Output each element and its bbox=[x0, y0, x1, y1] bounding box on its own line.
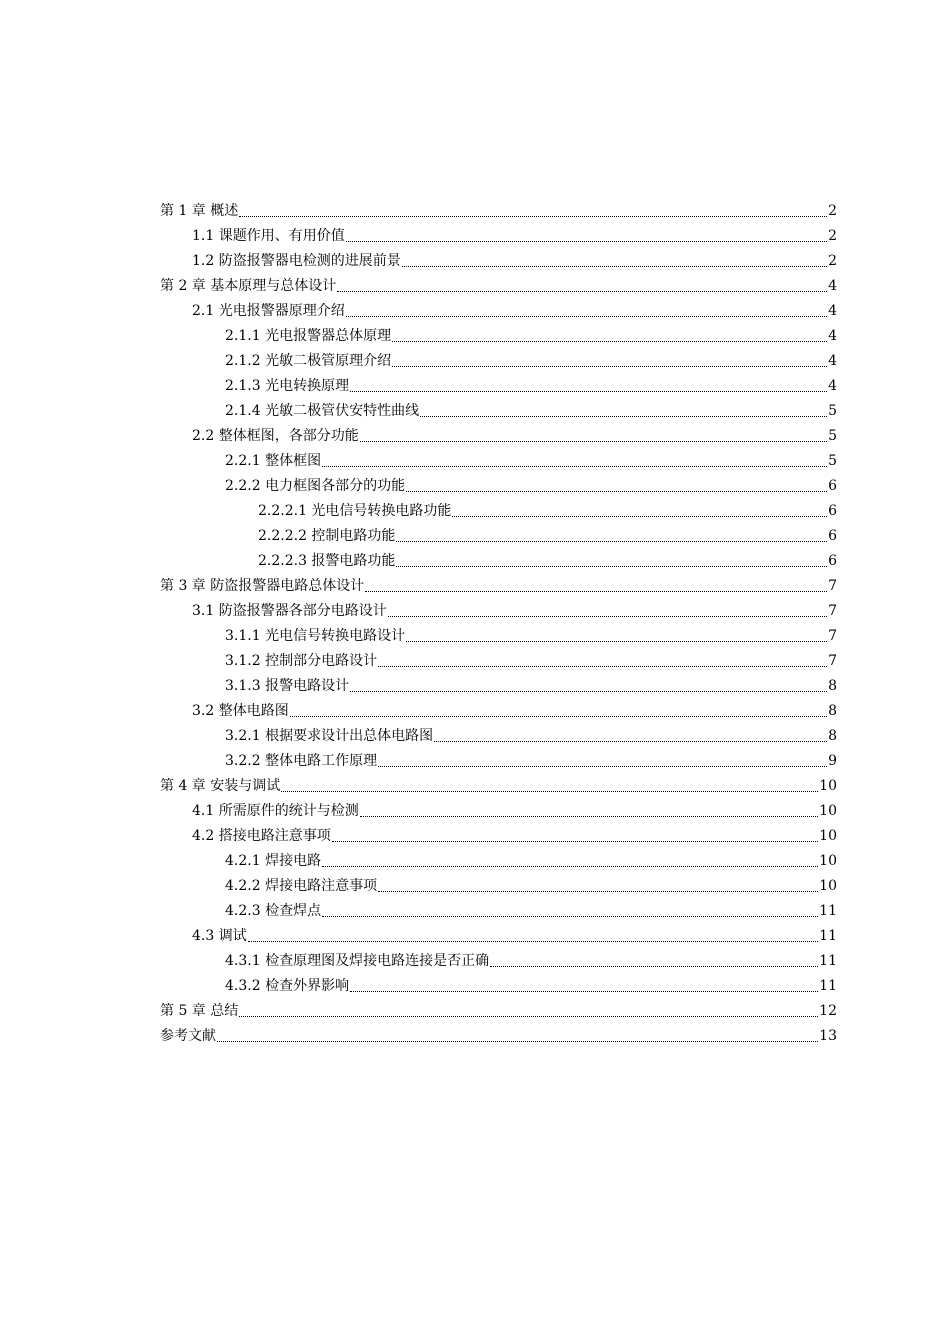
toc-dot-leader bbox=[396, 541, 827, 542]
toc-entry[interactable] bbox=[160, 520, 837, 545]
toc-entry[interactable] bbox=[160, 220, 837, 245]
toc-entry-page: 2 bbox=[828, 228, 837, 244]
toc-dot-leader bbox=[332, 841, 818, 842]
toc-entry-title: 2.1.1 光电报警器总体原理 bbox=[225, 328, 392, 344]
toc-dot-leader bbox=[360, 441, 827, 442]
toc-entry-page: 6 bbox=[828, 528, 837, 544]
toc-dot-leader bbox=[452, 516, 827, 517]
toc-entry-title: 2.2.2.1 光电信号转换电路功能 bbox=[258, 503, 452, 519]
toc-entry[interactable] bbox=[160, 920, 837, 945]
toc-entry-title: 1.2 防盗报警器电检测的进展前景 bbox=[192, 253, 401, 269]
toc-entry[interactable] bbox=[160, 195, 837, 220]
toc-dot-leader bbox=[378, 666, 827, 667]
toc-entry-page: 11 bbox=[819, 978, 837, 994]
toc-entry[interactable] bbox=[160, 370, 837, 395]
toc-dot-leader bbox=[365, 591, 827, 592]
toc-dot-leader bbox=[388, 616, 827, 617]
toc-entry[interactable] bbox=[160, 745, 837, 770]
toc-entry-page: 4 bbox=[828, 353, 837, 369]
toc-entry[interactable] bbox=[160, 495, 837, 520]
toc-entry-page: 7 bbox=[828, 603, 837, 619]
toc-dot-leader bbox=[350, 691, 827, 692]
toc-dot-leader bbox=[239, 216, 827, 217]
toc-entry-title: 3.1.1 光电信号转换电路设计 bbox=[225, 628, 406, 644]
toc-entry-page: 5 bbox=[828, 453, 837, 469]
toc-entry-page: 13 bbox=[819, 1028, 837, 1044]
toc-dot-leader bbox=[406, 641, 827, 642]
toc-entry-title: 4.2.2 焊接电路注意事项 bbox=[225, 878, 378, 894]
toc-entry-title: 3.1.2 控制部分电路设计 bbox=[225, 653, 378, 669]
toc-entry-page: 7 bbox=[828, 628, 837, 644]
toc-entry[interactable] bbox=[160, 720, 837, 745]
toc-dot-leader bbox=[434, 741, 827, 742]
toc-entry[interactable] bbox=[160, 320, 837, 345]
toc-dot-leader bbox=[248, 941, 818, 942]
toc-entry[interactable] bbox=[160, 1020, 837, 1045]
toc-entry[interactable] bbox=[160, 395, 837, 420]
toc-dot-leader bbox=[239, 1016, 818, 1017]
toc-entry-page: 10 bbox=[819, 853, 837, 869]
toc-entry[interactable] bbox=[160, 345, 837, 370]
toc-dot-leader bbox=[217, 1041, 818, 1042]
toc-entry-title: 2.1.4 光敏二极管伏安特性曲线 bbox=[225, 403, 420, 419]
toc-entry-title: 3.2 整体电路图 bbox=[192, 703, 289, 719]
toc-entry-page: 6 bbox=[828, 553, 837, 569]
toc-entry[interactable] bbox=[160, 295, 837, 320]
toc-dot-leader bbox=[346, 241, 827, 242]
table-of-contents bbox=[160, 195, 837, 1045]
toc-entry-page: 6 bbox=[828, 503, 837, 519]
toc-entry-page: 11 bbox=[819, 928, 837, 944]
toc-entry-page: 11 bbox=[819, 903, 837, 919]
toc-entry[interactable] bbox=[160, 795, 837, 820]
toc-dot-leader bbox=[337, 291, 827, 292]
toc-entry-page: 10 bbox=[819, 803, 837, 819]
toc-entry-page: 10 bbox=[819, 778, 837, 794]
toc-dot-leader bbox=[350, 391, 827, 392]
toc-entry-page: 12 bbox=[819, 1003, 837, 1019]
toc-entry[interactable] bbox=[160, 470, 837, 495]
toc-entry[interactable] bbox=[160, 845, 837, 870]
toc-entry-title: 4.3 调试 bbox=[192, 928, 247, 944]
toc-entry-page: 10 bbox=[819, 828, 837, 844]
toc-dot-leader bbox=[281, 791, 818, 792]
toc-entry[interactable] bbox=[160, 545, 837, 570]
toc-entry-page: 4 bbox=[828, 303, 837, 319]
toc-entry-title: 2.2.2 电力框图各部分的功能 bbox=[225, 478, 406, 494]
toc-entry[interactable] bbox=[160, 670, 837, 695]
toc-dot-leader bbox=[406, 491, 827, 492]
toc-entry-title: 第 4 章 安装与调试 bbox=[160, 778, 281, 794]
toc-entry[interactable] bbox=[160, 270, 837, 295]
toc-dot-leader bbox=[420, 416, 827, 417]
toc-entry-title: 2.1 光电报警器原理介绍 bbox=[192, 303, 345, 319]
toc-entry-title: 4.2.1 焊接电路 bbox=[225, 853, 322, 869]
toc-entry-title: 3.1.3 报警电路设计 bbox=[225, 678, 350, 694]
toc-entry[interactable] bbox=[160, 570, 837, 595]
toc-entry-page: 9 bbox=[828, 753, 837, 769]
toc-entry-title: 4.3.1 检查原理图及焊接电路连接是否正确 bbox=[225, 953, 490, 969]
toc-dot-leader bbox=[322, 916, 818, 917]
toc-dot-leader bbox=[346, 316, 827, 317]
toc-entry[interactable] bbox=[160, 645, 837, 670]
toc-dot-leader bbox=[392, 341, 827, 342]
toc-entry-title: 2.2.1 整体框图 bbox=[225, 453, 322, 469]
toc-entry-title: 第 1 章 概述 bbox=[160, 203, 239, 219]
toc-dot-leader bbox=[490, 966, 818, 967]
toc-entry-page: 6 bbox=[828, 478, 837, 494]
toc-entry[interactable] bbox=[160, 970, 837, 995]
toc-entry-title: 1.1 课题作用、有用价值 bbox=[192, 228, 345, 244]
toc-entry[interactable] bbox=[160, 245, 837, 270]
toc-entry-page: 5 bbox=[828, 428, 837, 444]
toc-dot-leader bbox=[290, 716, 827, 717]
toc-entry-page: 8 bbox=[828, 728, 837, 744]
toc-entry[interactable] bbox=[160, 995, 837, 1020]
toc-entry-page: 10 bbox=[819, 878, 837, 894]
toc-entry-page: 4 bbox=[828, 278, 837, 294]
toc-entry[interactable] bbox=[160, 770, 837, 795]
toc-entry-page: 7 bbox=[828, 578, 837, 594]
toc-dot-leader bbox=[392, 366, 827, 367]
toc-entry-page: 5 bbox=[828, 403, 837, 419]
toc-entry-page: 7 bbox=[828, 653, 837, 669]
toc-entry-title: 2.2.2.3 报警电路功能 bbox=[258, 553, 396, 569]
toc-entry-title: 4.2.3 检查焊点 bbox=[225, 903, 322, 919]
toc-dot-leader bbox=[402, 266, 827, 267]
toc-entry-title: 2.1.2 光敏二极管原理介绍 bbox=[225, 353, 392, 369]
toc-entry[interactable] bbox=[160, 895, 837, 920]
toc-dot-leader bbox=[322, 866, 818, 867]
toc-dot-leader bbox=[322, 466, 827, 467]
toc-entry[interactable] bbox=[160, 695, 837, 720]
toc-entry[interactable] bbox=[160, 820, 837, 845]
toc-entry-title: 第 5 章 总结 bbox=[160, 1003, 239, 1019]
toc-entry-title: 3.2.1 根据要求设计出总体电路图 bbox=[225, 728, 434, 744]
toc-entry[interactable] bbox=[160, 595, 837, 620]
toc-entry[interactable] bbox=[160, 620, 837, 645]
toc-entry-page: 11 bbox=[819, 953, 837, 969]
toc-entry-page: 8 bbox=[828, 703, 837, 719]
toc-dot-leader bbox=[396, 566, 827, 567]
toc-entry[interactable] bbox=[160, 870, 837, 895]
toc-entry-title: 第 3 章 防盗报警器电路总体设计 bbox=[160, 578, 365, 594]
toc-dot-leader bbox=[350, 991, 818, 992]
toc-entry-title: 3.2.2 整体电路工作原理 bbox=[225, 753, 378, 769]
toc-entry-page: 2 bbox=[828, 253, 837, 269]
toc-entry-title: 2.2.2.2 控制电路功能 bbox=[258, 528, 396, 544]
toc-entry-title: 3.1 防盗报警器各部分电路设计 bbox=[192, 603, 387, 619]
toc-entry-title: 2.2 整体框图，各部分功能 bbox=[192, 428, 359, 444]
toc-entry[interactable] bbox=[160, 420, 837, 445]
toc-entry[interactable] bbox=[160, 445, 837, 470]
toc-entry-title: 第 2 章 基本原理与总体设计 bbox=[160, 278, 337, 294]
toc-entry-page: 2 bbox=[828, 203, 837, 219]
toc-entry-page: 4 bbox=[828, 378, 837, 394]
toc-entry-title: 4.3.2 检查外界影响 bbox=[225, 978, 350, 994]
toc-dot-leader bbox=[360, 816, 818, 817]
toc-dot-leader bbox=[378, 766, 827, 767]
toc-entry-title: 2.1.3 光电转换原理 bbox=[225, 378, 350, 394]
toc-entry-title: 4.1 所需原件的统计与检测 bbox=[192, 803, 359, 819]
toc-entry[interactable] bbox=[160, 945, 837, 970]
toc-entry-title: 4.2 搭接电路注意事项 bbox=[192, 828, 331, 844]
toc-entry-page: 8 bbox=[828, 678, 837, 694]
toc-entry-title: 参考文献 bbox=[160, 1028, 216, 1044]
toc-dot-leader bbox=[378, 891, 818, 892]
toc-entry-page: 4 bbox=[828, 328, 837, 344]
